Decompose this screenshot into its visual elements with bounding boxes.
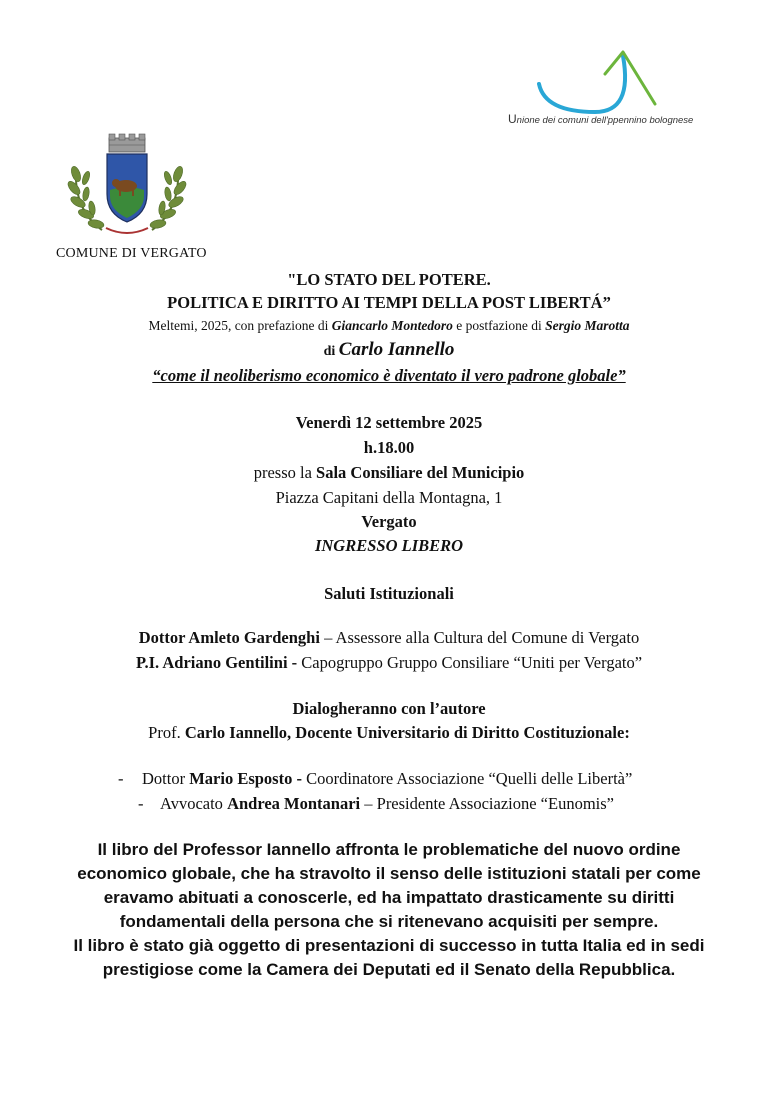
event-address: Piazza Capitani della Montagna, 1 bbox=[275, 488, 503, 507]
event-entry: INGRESSO LIBERO bbox=[314, 536, 464, 555]
book-title-line1: "LO STATO DEL POTERE. bbox=[287, 270, 491, 289]
event-date: Venerdì 12 settembre 2025 bbox=[295, 413, 483, 432]
crest-icon bbox=[62, 130, 192, 240]
postface-author: Sergio Marotta bbox=[545, 318, 630, 333]
publication-info: Meltemi, 2025, con prefazione di Giancarlo Montedoro e postfazione di Sergio Marotta bbox=[148, 318, 630, 333]
speaker-row: - Dottor Mario Esposto - Coordinatore Associazione “Quelli delle Libertà” bbox=[118, 769, 633, 788]
description-line: eravamo abituati a conoscerle, ed ha impattato drasticamente su diritti bbox=[103, 888, 675, 907]
greeting-row: Dottor Amleto Gardenghi – Assessore alla Cultura del Comune di Vergato bbox=[138, 628, 640, 647]
laurel-left bbox=[66, 165, 105, 230]
greetings-heading: Saluti Istituzionali bbox=[324, 584, 454, 603]
event-city: Vergato bbox=[361, 512, 417, 531]
description-line: prestigiose come la Camera dei Deputati ed il Senato della Repubblica. bbox=[102, 960, 676, 979]
description-line: Il libro del Professor Iannello affronta le problematiche del nuovo ordine bbox=[97, 840, 681, 859]
union-caption: Unione dei comuni dell'ppennino bolognese bbox=[508, 112, 694, 126]
laurel-right bbox=[149, 165, 188, 230]
comune-name: COMUNE DI VERGATO bbox=[56, 246, 207, 261]
description-line: fondamentali della persona che si ritenevano acquisiti per sempre. bbox=[119, 912, 659, 931]
preface-author: Giancarlo Montedoro bbox=[331, 318, 453, 333]
author-name: Carlo Iannello bbox=[338, 339, 455, 360]
book-subtitle: “come il neoliberismo economico è diventato il vero padrone globale” bbox=[152, 366, 626, 385]
book-title-line2: POLITICA E DIRITTO AI TEMPI DELLA POST LIBERTÁ” bbox=[167, 293, 611, 312]
description-line: Il libro è stato già oggetto di presentazioni di successo in tutta Italia ed in sedi bbox=[73, 936, 705, 955]
description-line: economico globale, che ha stravolto il senso delle istituzioni statali per come bbox=[77, 864, 701, 883]
speaker-row: - Avvocato Andrea Montanari – Presidente Associazione “Eunomis” bbox=[138, 794, 614, 813]
dialogue-heading: Dialogheranno con l’autore bbox=[292, 699, 486, 718]
greeting-row: P.I. Adriano Gentilini - Capogruppo Gruppo Consiliare “Uniti per Vergato” bbox=[135, 653, 643, 672]
crest-crown bbox=[109, 134, 145, 152]
crest-ribbon bbox=[106, 228, 148, 233]
event-venue: presso la Sala Consiliare del Municipio bbox=[253, 463, 525, 482]
book-author: di Carlo Iannello bbox=[323, 339, 455, 360]
dialogue-author: Prof. Carlo Iannello, Docente Universitario di Diritto Costituzionale: bbox=[148, 723, 630, 742]
event-time: h.18.00 bbox=[363, 438, 415, 457]
union-logo-peak bbox=[605, 52, 655, 104]
